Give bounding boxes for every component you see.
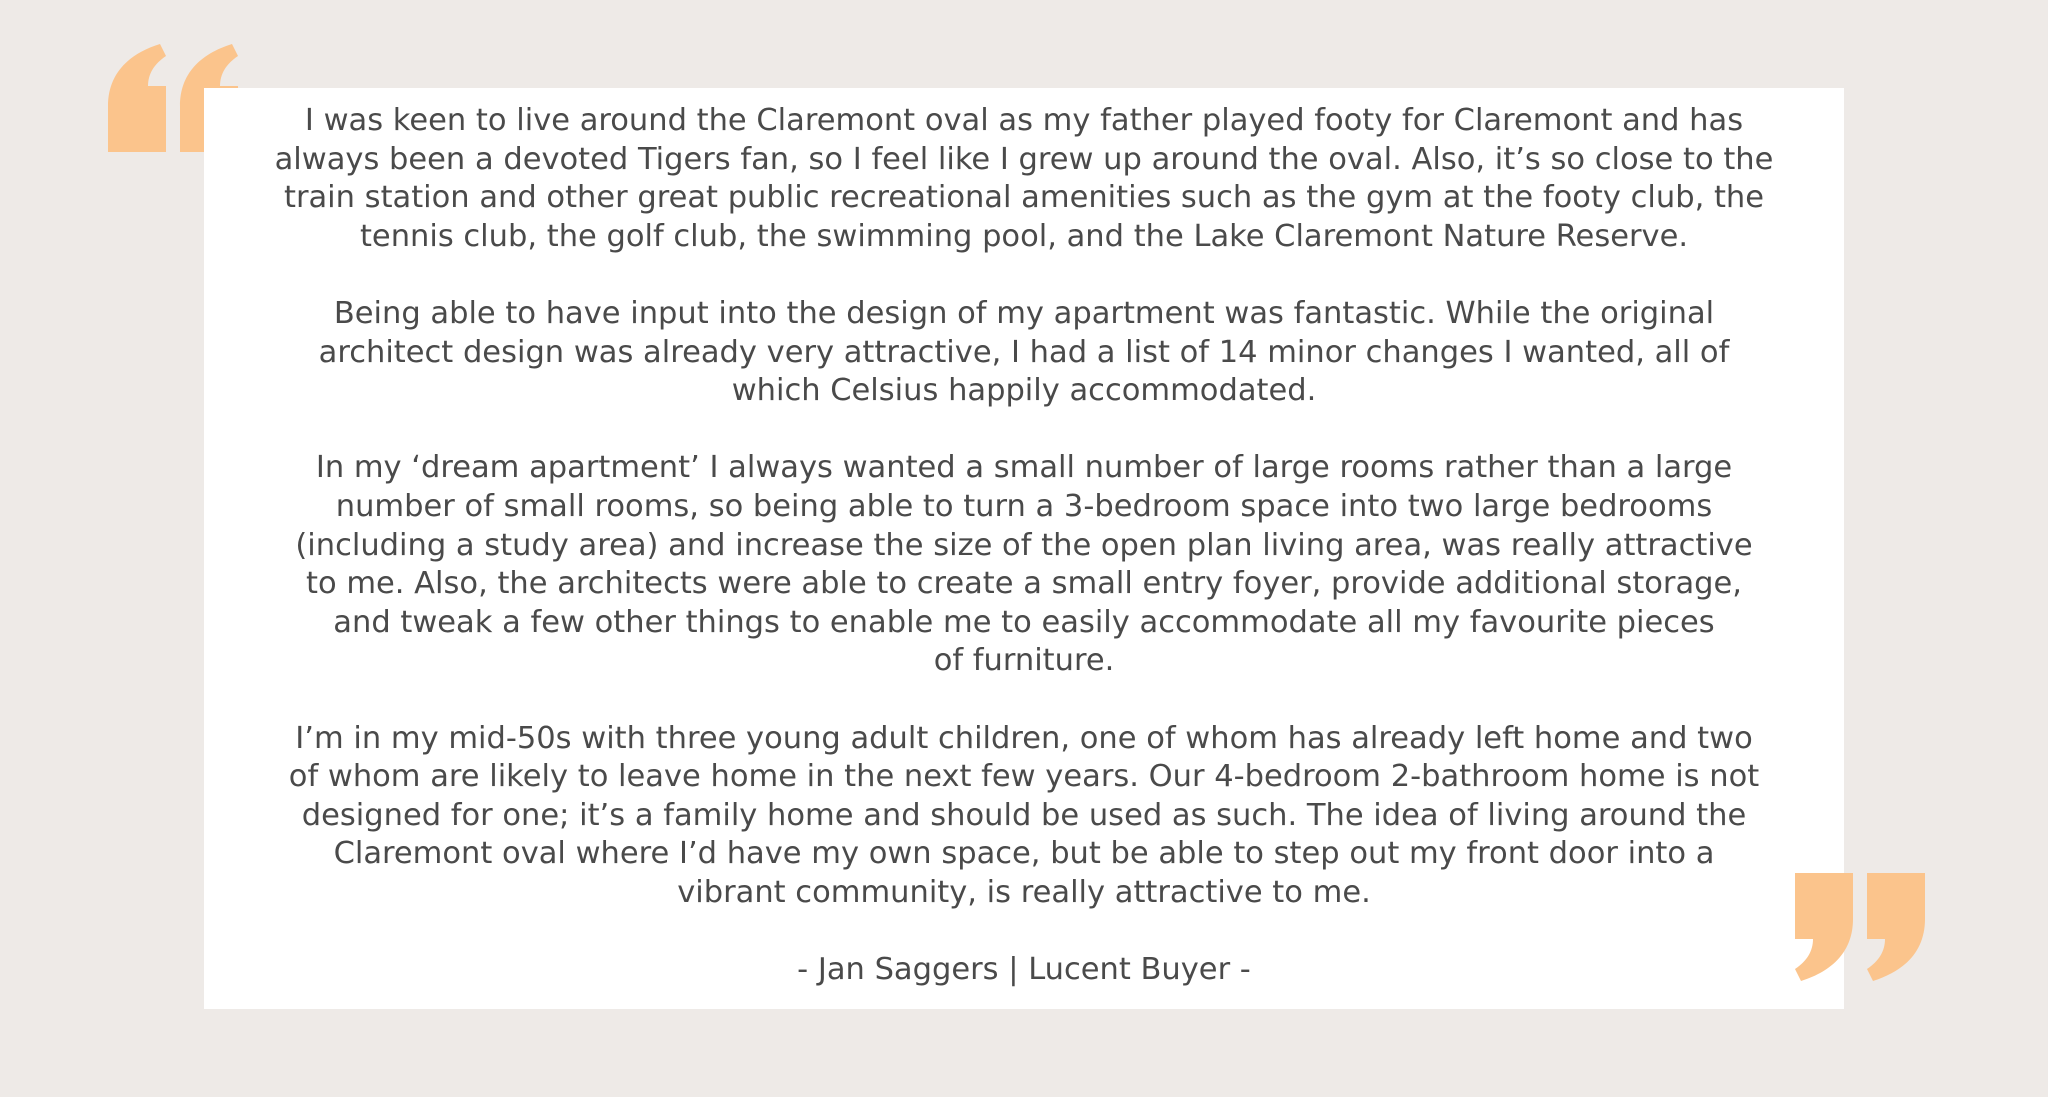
text-line: number of small rooms, so being able to turn a 3-bedroom space into two large bedrooms (335, 488, 1713, 524)
text-line: of furniture. (933, 643, 1115, 679)
text-line: designed for one; it’s a family home and should be used as such. The idea of living around the (301, 797, 1747, 833)
text-line: to me. Also, the architects were able to create a small entry foyer, provide additional storage, (306, 566, 1742, 602)
text-line: architect design was already very attractive, I had a list of 14 minor changes I wanted, all of (318, 334, 1730, 370)
testimonial-text (204, 102, 1844, 990)
text-line: of whom are likely to leave home in the next few years. Our 4-bedroom 2-bathroom home is not (288, 759, 1760, 795)
testimonial-paragraph-3 (204, 449, 1844, 681)
testimonial-paragraph-1 (204, 102, 1844, 256)
text-line: I’m in my mid-50s with three young adult children, one of whom has already left home and two (295, 720, 1753, 756)
close-quote-left-mark (1795, 873, 1853, 981)
testimonial-paragraph-2 (204, 295, 1844, 411)
text-line: In my ‘dream apartment’ I always wanted a small number of large rooms rather than a large (315, 450, 1733, 486)
open-quote-left-mark (108, 44, 166, 152)
text-line: I was keen to live around the Claremont oval as my father played footy for Claremont and has (304, 103, 1744, 138)
text-line: always been a devoted Tigers fan, so I feel like I grew up around the oval. Also, it’s so close to the (274, 141, 1774, 177)
testimonial-paragraph-4 (204, 720, 1844, 913)
attribution-text: - Jan Saggers | Lucent Buyer - (797, 952, 1251, 988)
text-line: which Celsius happily accommodated. (731, 373, 1317, 409)
text-line: (including a study area) and increase the size of the open plan living area, was really attractive (295, 527, 1753, 563)
text-line: vibrant community, is really attractive to me. (677, 874, 1371, 910)
close-quote-right-mark (1867, 873, 1925, 981)
text-line: and tweak a few other things to enable me to easily accommodate all my favourite pieces (333, 604, 1715, 640)
text-line: train station and other great public recreational amenities such as the gym at the footy club, the (283, 180, 1765, 216)
text-line: tennis club, the golf club, the swimming pool, and the Lake Claremont Nature Reserve. (359, 218, 1689, 254)
text-line: Claremont oval where I’d have my own space, but be able to step out my front door into a (333, 836, 1715, 872)
text-line: Being able to have input into the design of my apartment was fantastic. While the original (333, 295, 1715, 331)
close-quote-icon (1795, 873, 1925, 983)
testimonial-card (204, 88, 1844, 1009)
testimonial-attribution (204, 951, 1844, 990)
